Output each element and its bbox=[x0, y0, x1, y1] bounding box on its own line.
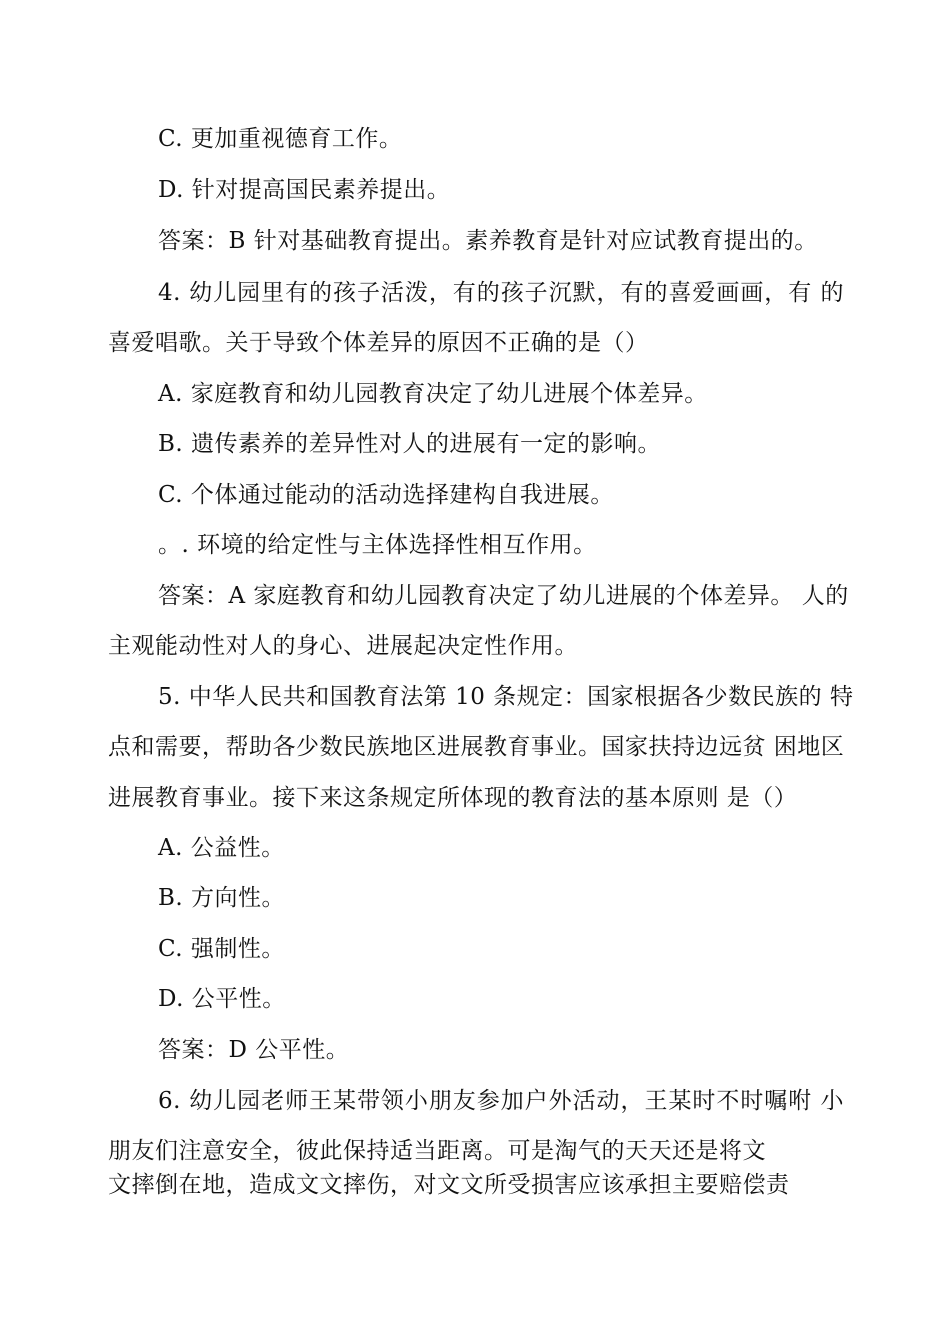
question-4-line-2: 喜爱唱歌。关于导致个体差异的原因不正确的是（） bbox=[108, 330, 649, 356]
question-5-line-3: 进展教育事业。接下来这条规定所体现的教育法的基本原则 是（） bbox=[108, 785, 798, 811]
option-b-q5: B. 方向性。 bbox=[158, 885, 286, 911]
answer-q4-line-1: 答案：A 家庭教育和幼儿园教育决定了幼儿进展的个体差异。 人的 bbox=[158, 583, 849, 609]
answer-q5: 答案：D 公平性。 bbox=[158, 1037, 350, 1063]
option-c-q3: C. 更加重视德育工作。 bbox=[158, 126, 403, 152]
question-5-line-2: 点和需要，帮助各少数民族地区进展教育事业。国家扶持边远贫 困地区 bbox=[108, 734, 845, 760]
option-d-q5: D. 公平性。 bbox=[158, 986, 286, 1012]
question-6-line-2: 朋友们注意安全，彼此保持适当距离。可是淘气的天天还是将文 bbox=[108, 1138, 766, 1164]
question-5-line-1: 5. 中华人民共和国教育法第 10 条规定：国家根据各少数民族的 特 bbox=[158, 684, 854, 710]
question-4-line-1: 4. 幼儿园里有的孩子活泼，有的孩子沉默，有的喜爱画画，有 的 bbox=[158, 280, 844, 306]
option-c-q4: C. 个体通过能动的活动选择建构自我进展。 bbox=[158, 482, 614, 508]
answer-q3: 答案：B 针对基础教育提出。素养教育是针对应试教育提出的。 bbox=[158, 228, 818, 254]
option-a-q4: A. 家庭教育和幼儿园教育决定了幼儿进展个体差异。 bbox=[158, 381, 708, 407]
question-6-line-3: 文摔倒在地，造成文文摔伤，对文文所受损害应该承担主要赔偿责 bbox=[108, 1172, 790, 1198]
option-a-q5: A. 公益性。 bbox=[158, 835, 285, 861]
option-b-q4: B. 遗传素养的差异性对人的进展有一定的影响。 bbox=[158, 431, 662, 457]
question-6-line-1: 6. 幼儿园老师王某带领小朋友参加户外活动，王某时不时嘱咐 小 bbox=[158, 1088, 844, 1114]
option-d-q4: 。. 环境的给定性与主体选择性相互作用。 bbox=[158, 532, 597, 558]
option-c-q5: C. 强制性。 bbox=[158, 936, 285, 962]
option-d-q3: D. 针对提高国民素养提出。 bbox=[158, 177, 451, 203]
answer-q4-line-2: 主观能动性对人的身心、进展起决定性作用。 bbox=[108, 633, 578, 659]
